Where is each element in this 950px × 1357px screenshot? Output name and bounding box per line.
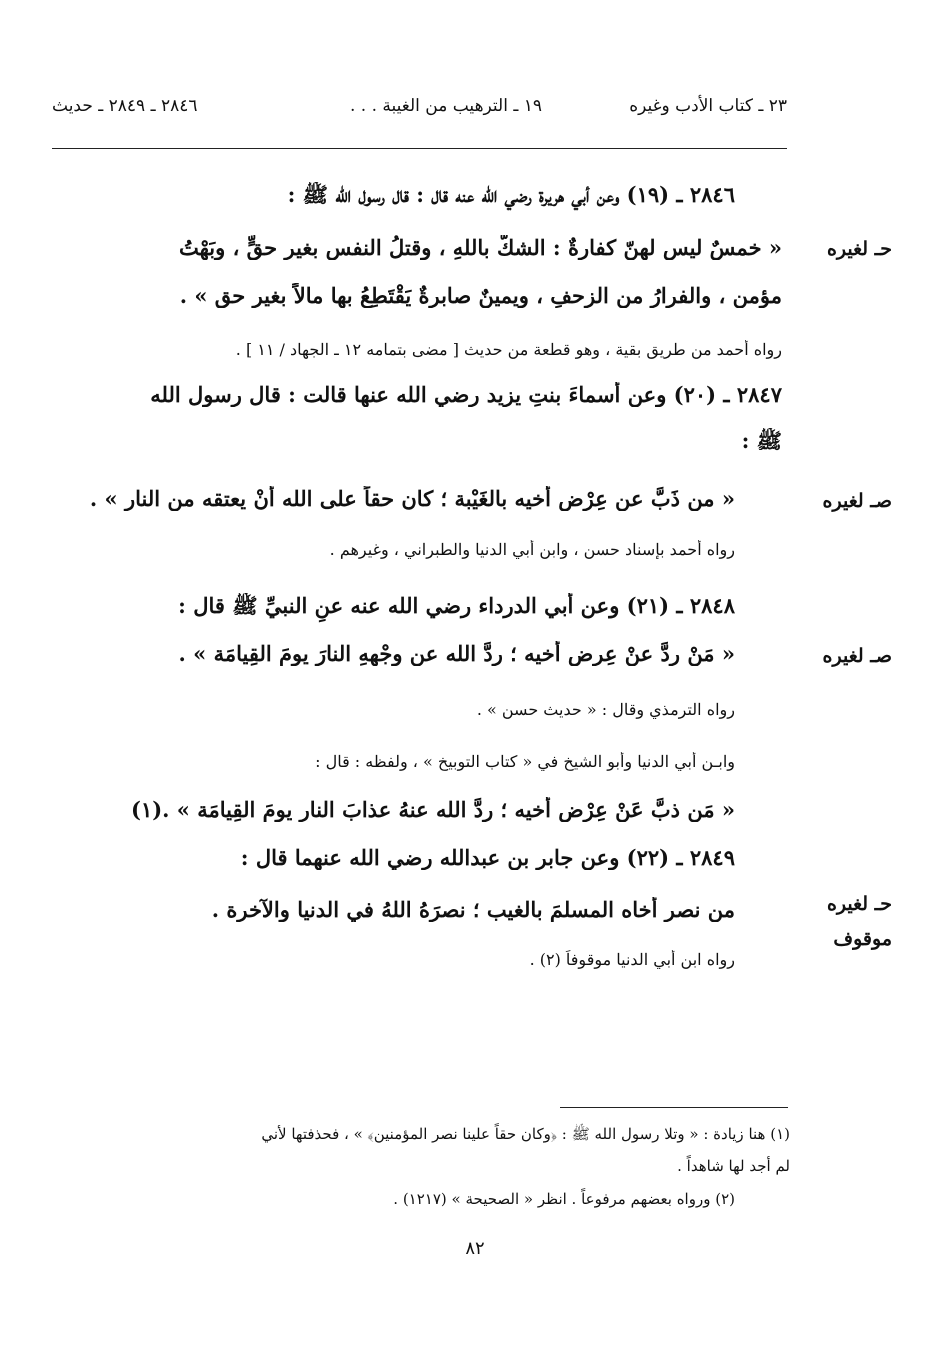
hadith-2846-text-line-2: مؤمنٍ ، والفرارُ من الزحفِ ، ويمينٌ صابرةٌ يَقْتَطِعُ بها مالاً بغير حق » .	[179, 283, 782, 308]
hadith-2849-grade: حـ لغيره	[826, 893, 892, 915]
hadith-2847-intro-line-2: ﷺ :	[741, 428, 782, 453]
hadith-2849-intro: ٢٨٤٩ ـ (٢٢) وعن جابر بن عبدالله رضي الله عنهما قال :	[240, 845, 735, 870]
hadith-2849-text: من نصر أخاه المسلمَ بالغيب ؛ نصرَهُ اللهُ في الدنيا والآخرة .	[211, 897, 735, 922]
hadith-2846-grade: حـ لغيره	[826, 238, 892, 260]
hadith-2847-source: رواه أحمد بإسناد حسن ، وابن أبي الدنيا والطبراني ، وغيرهم .	[329, 540, 735, 559]
hadith-2848-source-2: وابـن أبي الدنيا وأبو الشيخ في « كتاب التوبيخ » ، ولفظه : قال :	[315, 752, 735, 771]
hadith-2847-intro-line-1: ٢٨٤٧ ـ (٢٠) وعن أسماءَ بنتِ يزيد رضي الله عنها قالت : قال رسول الله	[150, 382, 782, 407]
header-hadith-range: ٢٨٤٦ ـ ٢٨٤٩ ـ حديث	[52, 96, 198, 116]
header-chapter-title: ١٩ ـ الترهيب من الغيبة . . .	[349, 96, 542, 116]
footnote-1-line-1: (١) هنا زيادة : « وتلا رسول الله ﷺ : ﴿وكان حقاً علينا نصر المؤمنين﴾ » ، فحذفتها لأني	[261, 1125, 790, 1143]
header-divider	[52, 148, 787, 149]
hadith-2847-text: « من ذَبَّ عن عِرْضِ أخيه بالغَيْبة ؛ كان حقاً على الله أنْ يعتقه من النار » .	[89, 486, 735, 511]
header-book-title: ٢٣ ـ كتاب الأدب وغيره	[629, 96, 787, 116]
hadith-2846-intro: ٢٨٤٦ ـ (١٩) وعن أبي هريرة رضي الله عنه قال : قال رسول الله ﷺ :	[287, 182, 735, 207]
footnote-2: (٢) ورواه بعضهم مرفوعاً . انظر « الصحيحة » (١٢١٧) .	[393, 1190, 735, 1208]
page-number: ٨٢	[465, 1238, 485, 1259]
hadith-2848-grade: صـ لغيره	[822, 645, 892, 667]
hadith-2846-text-line-1: « خمسٌ ليس لهنّ كفارةٌ : الشكُّ باللهِ ، وقتلُ النفسِ بغيرِ حقٍّ ، وبَهْتُ	[178, 235, 782, 260]
footnote-divider	[560, 1107, 788, 1108]
hadith-2849-grade-2: موقوف	[833, 928, 892, 950]
running-header	[52, 96, 787, 126]
hadith-2849-source: رواه ابن أبي الدنيا موقوفاً (٢) .	[529, 950, 735, 969]
hadith-2847-grade: صـ لغيره	[822, 490, 892, 512]
hadith-2848-text: « مَنْ ردَّ عنْ عِرضِ أخيه ؛ ردَّ الله عن وجْهِهِ النارَ يومَ القِيامَة » .	[178, 641, 735, 666]
hadith-2848-source: رواه الترمذي وقال : « حديث حسن » .	[476, 700, 735, 719]
footnote-1-line-2: لم أجد لها شاهداً .	[677, 1157, 790, 1175]
hadith-2848-text-2: « مَن ذبَّ عَنْ عِرْضِ أخيه ؛ ردَّ الله عنهُ عذابَ النارِ يومَ القِيامَة » .(١)	[131, 797, 735, 822]
hadith-2848-intro: ٢٨٤٨ ـ (٢١) وعن أبي الدرداء رضي الله عنه عنِ النبيِّ ﷺ قال :	[178, 593, 735, 618]
hadith-2846-source: رواه أحمد من طريق بقية ، وهو قطعة من حديث [ مضى بتمامه ١٢ ـ الجهاد / ١١ ] .	[235, 340, 782, 359]
